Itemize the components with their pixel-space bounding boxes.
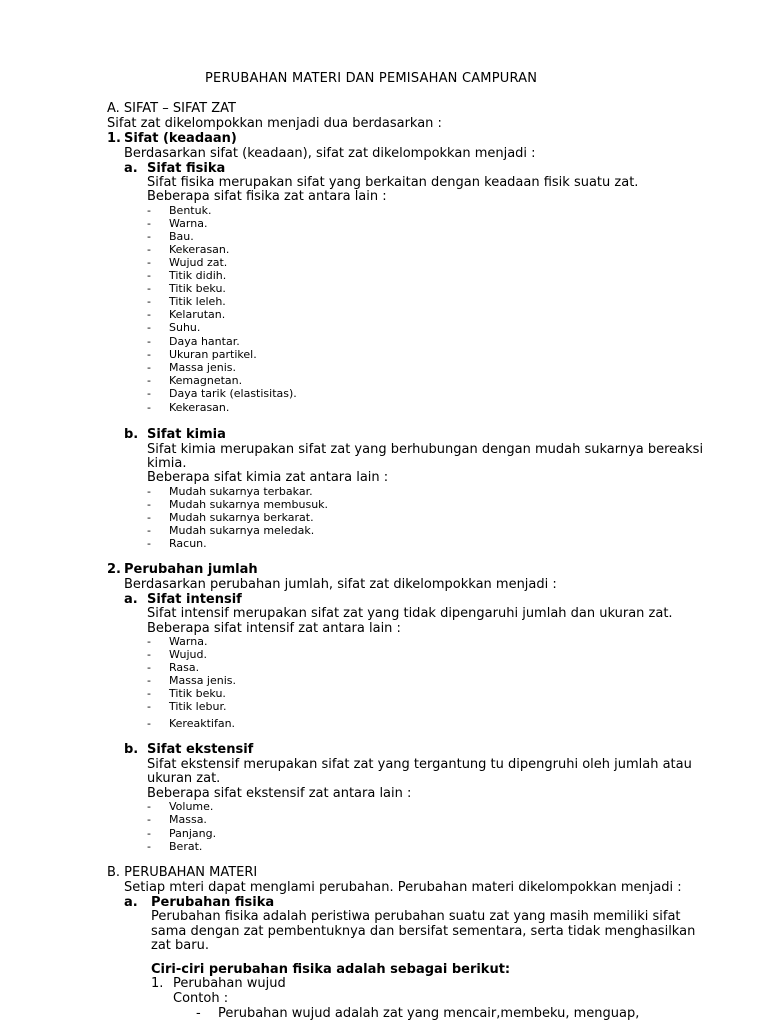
bullet-dash: -	[147, 687, 151, 700]
bullet-dash: -	[147, 840, 151, 853]
document-title: PERUBAHAN MATERI DAN PEMISAHAN CAMPURAN	[205, 71, 538, 86]
s2a-desc: Sifat intensif merupakan sifat zat yang tidak dipengaruhi jumlah dan ukuran zat.	[147, 606, 673, 621]
ciri-list-item: Perubahan wujud	[173, 976, 286, 991]
list-item: Kelarutan.	[169, 308, 226, 321]
bullet-dash: -	[147, 282, 151, 295]
list-item: Warna.	[169, 635, 208, 648]
list-item: Kekerasan.	[169, 401, 230, 414]
b-a-desc-line2: sama dengan zat pembentuknya dan bersifat sementara, serta tidak menghasilkan	[151, 924, 696, 939]
bullet-dash: -	[147, 827, 151, 840]
bullet-dash: -	[147, 648, 151, 661]
s2b-heading: Sifat ekstensif	[147, 742, 254, 757]
s1b-lead: Beberapa sifat kimia zat antara lain :	[147, 470, 389, 485]
s1b-desc-line2: kimia.	[147, 456, 187, 471]
section-b-heading: B. PERUBAHAN MATERI	[107, 865, 258, 880]
list-item: Kekerasan.	[169, 243, 230, 256]
bullet-dash: -	[147, 800, 151, 813]
bullet-dash: -	[147, 295, 151, 308]
bullet-dash: -	[196, 1006, 201, 1021]
list-item: Daya hantar.	[169, 335, 240, 348]
list-item: Rasa.	[169, 661, 200, 674]
bullet-dash: -	[147, 537, 151, 550]
s1-number: 1.	[107, 131, 121, 146]
bullet-dash: -	[147, 204, 151, 217]
bullet-dash: -	[147, 700, 151, 713]
list-item: Titik didih.	[169, 269, 227, 282]
s2b-desc-line1: Sifat ekstensif merupakan sifat zat yang tergantung tu dipengruhi oleh jumlah atau	[147, 757, 692, 772]
contoh-label: Contoh :	[173, 991, 229, 1006]
s2-intro: Berdasarkan perubahan jumlah, sifat zat dikelompokkan menjadi :	[124, 577, 557, 592]
list-item: Mudah sukarnya membusuk.	[169, 498, 329, 511]
s2b-desc-line2: ukuran zat.	[147, 771, 221, 786]
bullet-dash: -	[147, 511, 151, 524]
s1a-label: a.	[124, 161, 138, 176]
example-text: Perubahan wujud adalah zat yang mencair,membeku, menguap,	[218, 1006, 640, 1021]
s2-heading: Perubahan jumlah	[124, 562, 258, 577]
list-item: Panjang.	[169, 827, 217, 840]
list-item: Warna.	[169, 217, 208, 230]
bullet-dash: -	[147, 348, 151, 361]
section-a-heading: A. SIFAT – SIFAT ZAT	[107, 101, 236, 116]
list-item: Suhu.	[169, 321, 201, 334]
list-item: Titik beku.	[169, 687, 226, 700]
s1b-heading: Sifat kimia	[147, 427, 226, 442]
bullet-dash: -	[147, 308, 151, 321]
bullet-dash: -	[147, 243, 151, 256]
bullet-dash: -	[147, 401, 151, 414]
bullet-dash: -	[147, 635, 151, 648]
list-item: Massa jenis.	[169, 361, 237, 374]
b-a-desc-line3: zat baru.	[151, 938, 209, 953]
list-item: Berat.	[169, 840, 203, 853]
bullet-dash: -	[147, 674, 151, 687]
bullet-dash: -	[147, 813, 151, 826]
s1a-lead: Beberapa sifat fisika zat antara lain :	[147, 189, 387, 204]
s2a-heading: Sifat intensif	[147, 592, 242, 607]
s1a-desc: Sifat fisika merupakan sifat yang berkaitan dengan keadaan fisik suatu zat.	[147, 175, 639, 190]
bullet-dash: -	[147, 717, 151, 730]
list-item: Mudah sukarnya terbakar.	[169, 485, 313, 498]
bullet-dash: -	[147, 321, 151, 334]
ciri-heading: Ciri-ciri perubahan fisika adalah sebagai berikut:	[151, 962, 511, 977]
list-item: Titik lebur.	[169, 700, 227, 713]
bullet-dash: -	[147, 485, 151, 498]
bullet-dash: -	[147, 661, 151, 674]
b-a-heading: Perubahan fisika	[151, 895, 275, 910]
bullet-dash: -	[147, 269, 151, 282]
list-item: Kereaktifan.	[169, 717, 236, 730]
list-item: Kemagnetan.	[169, 374, 243, 387]
section-a-intro: Sifat zat dikelompokkan menjadi dua berdasarkan :	[107, 116, 442, 131]
list-item: Titik leleh.	[169, 295, 226, 308]
s1a-heading: Sifat fisika	[147, 161, 226, 176]
s1-heading: Sifat (keadaan)	[124, 131, 237, 146]
s1b-desc-line1: Sifat kimia merupakan sifat zat yang berhubungan dengan mudah sukarnya bereaksi	[147, 442, 704, 457]
list-item: Mudah sukarnya meledak.	[169, 524, 315, 537]
list-item: Bentuk.	[169, 204, 212, 217]
bullet-dash: -	[147, 387, 151, 400]
list-item: Wujud zat.	[169, 256, 228, 269]
bullet-dash: -	[147, 374, 151, 387]
s2a-lead: Beberapa sifat intensif zat antara lain :	[147, 621, 401, 636]
s2b-label: b.	[124, 742, 139, 757]
ciri-list-number: 1.	[151, 976, 164, 991]
bullet-dash: -	[147, 498, 151, 511]
s2b-lead: Beberapa sifat ekstensif zat antara lain :	[147, 786, 412, 801]
s1b-label: b.	[124, 427, 139, 442]
bullet-dash: -	[147, 230, 151, 243]
list-item: Volume.	[169, 800, 214, 813]
bullet-dash: -	[147, 361, 151, 374]
b-a-label: a.	[124, 895, 138, 910]
list-item: Massa.	[169, 813, 207, 826]
list-item: Daya tarik (elastisitas).	[169, 387, 297, 400]
section-b-intro: Setiap mteri dapat menglami perubahan. Perubahan materi dikelompokkan menjadi :	[124, 880, 682, 895]
bullet-dash: -	[147, 256, 151, 269]
list-item: Bau.	[169, 230, 194, 243]
bullet-dash: -	[147, 217, 151, 230]
list-item: Titik beku.	[169, 282, 226, 295]
list-item: Wujud.	[169, 648, 207, 661]
s2a-label: a.	[124, 592, 138, 607]
list-item: Massa jenis.	[169, 674, 237, 687]
s2-number: 2.	[107, 562, 121, 577]
list-item: Ukuran partikel.	[169, 348, 257, 361]
list-item: Mudah sukarnya berkarat.	[169, 511, 314, 524]
bullet-dash: -	[147, 524, 151, 537]
b-a-desc-line1: Perubahan fisika adalah peristiwa perubahan suatu zat yang masih memiliki sifat	[151, 909, 681, 924]
s1-intro: Berdasarkan sifat (keadaan), sifat zat dikelompokkan menjadi :	[124, 146, 536, 161]
bullet-dash: -	[147, 335, 151, 348]
list-item: Racun.	[169, 537, 207, 550]
